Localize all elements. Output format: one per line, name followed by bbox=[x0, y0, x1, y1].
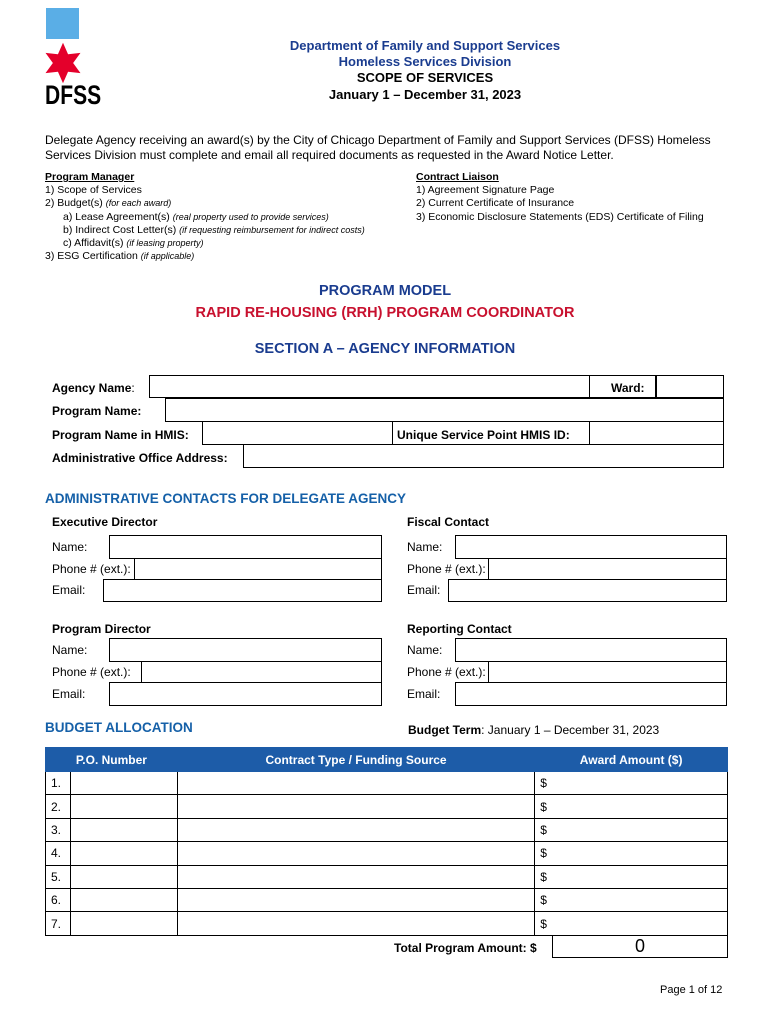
row-number: 7. bbox=[46, 912, 71, 935]
contacts-title: ADMINISTRATIVE CONTACTS FOR DELEGATE AGENCY bbox=[45, 491, 406, 506]
cl-item-2: 2) Current Certificate of Insurance bbox=[416, 197, 575, 210]
contract-liaison-heading: Contract Liaison bbox=[416, 171, 499, 183]
program-model-subtitle: RAPID RE-HOUSING (RRH) PROGRAM COORDINATOR bbox=[195, 305, 575, 321]
row-number: 1. bbox=[46, 772, 71, 795]
contract-type-cell[interactable] bbox=[177, 912, 534, 935]
rc-email-label: Email: bbox=[407, 687, 441, 701]
rc-email-field[interactable] bbox=[455, 682, 727, 706]
pm-item-2a: a) Lease Agreement(s) (real property used to provide services) bbox=[63, 210, 329, 223]
po-number-cell[interactable] bbox=[70, 842, 177, 865]
table-row bbox=[46, 888, 728, 911]
award-amount-header: Award Amount ($) bbox=[535, 748, 728, 772]
fc-name-label: Name: bbox=[407, 540, 443, 554]
pd-email-label: Email: bbox=[52, 687, 86, 701]
office-address-field[interactable] bbox=[243, 444, 724, 468]
row-number: 6. bbox=[46, 888, 71, 911]
award-amount-cell[interactable]: $ bbox=[535, 772, 728, 795]
fiscal-contact-heading: Fiscal Contact bbox=[407, 515, 490, 529]
page-number: Page 1 of 12 bbox=[660, 984, 723, 996]
program-name-field[interactable] bbox=[165, 398, 724, 422]
ed-name-field[interactable] bbox=[109, 535, 382, 559]
table-row bbox=[46, 865, 728, 888]
row-number: 4. bbox=[46, 842, 71, 865]
award-amount-cell[interactable]: $ bbox=[535, 818, 728, 841]
po-number-cell[interactable] bbox=[70, 865, 177, 888]
pm-item-2: 2) Budget(s) (for each award) bbox=[45, 197, 172, 210]
office-address-label: Administrative Office Address: bbox=[52, 451, 228, 465]
reporting-contact-heading: Reporting Contact bbox=[407, 622, 512, 636]
rc-phone-field[interactable] bbox=[488, 661, 727, 683]
table-row bbox=[46, 795, 728, 818]
po-number-cell[interactable] bbox=[70, 818, 177, 841]
budget-term: Budget Term: January 1 – December 31, 2023 bbox=[408, 723, 660, 737]
program-name-label: Program Name: bbox=[52, 404, 142, 418]
program-manager-list bbox=[45, 171, 415, 263]
logo-text: DFSS bbox=[45, 80, 102, 110]
award-amount-cell[interactable]: $ bbox=[535, 842, 728, 865]
total-program-amount-field[interactable]: 0 bbox=[552, 935, 728, 958]
ed-email-label: Email: bbox=[52, 583, 86, 597]
ed-phone-field[interactable] bbox=[134, 558, 382, 580]
executive-director-heading: Executive Director bbox=[52, 515, 158, 529]
pm-item-3: 3) ESG Certification (if applicable) bbox=[45, 250, 195, 263]
pm-item-1: 1) Scope of Services bbox=[45, 184, 142, 197]
rc-name-field[interactable] bbox=[455, 638, 727, 662]
contract-liaison-list bbox=[416, 171, 736, 224]
logo-square bbox=[46, 8, 79, 39]
rc-phone-label: Phone # (ext.): bbox=[407, 665, 486, 679]
po-number-header: P.O. Number bbox=[46, 748, 178, 772]
program-director-heading: Program Director bbox=[52, 622, 151, 636]
header-division: Homeless Services Division bbox=[338, 54, 512, 69]
rc-name-label: Name: bbox=[407, 643, 443, 657]
award-amount-cell[interactable]: $ bbox=[535, 795, 728, 818]
contract-type-header: Contract Type / Funding Source bbox=[177, 748, 534, 772]
contract-type-cell[interactable] bbox=[177, 888, 534, 911]
header-department: Department of Family and Support Services bbox=[289, 38, 561, 53]
pd-phone-field[interactable] bbox=[141, 661, 382, 683]
program-name-hmis-label: Program Name in HMIS: bbox=[52, 428, 189, 442]
fc-phone-label: Phone # (ext.): bbox=[407, 562, 486, 576]
po-number-cell[interactable] bbox=[70, 795, 177, 818]
pm-item-2c: c) Affidavit(s) (if leasing property) bbox=[63, 237, 204, 250]
ed-name-label: Name: bbox=[52, 540, 88, 554]
contract-type-cell[interactable] bbox=[177, 842, 534, 865]
pd-name-field[interactable] bbox=[109, 638, 382, 662]
contract-type-cell[interactable] bbox=[177, 818, 534, 841]
row-number: 2. bbox=[46, 795, 71, 818]
program-name-hmis-field[interactable] bbox=[202, 421, 393, 445]
cl-item-1: 1) Agreement Signature Page bbox=[416, 184, 555, 197]
pm-item-2b: b) Indirect Cost Letter(s) (if requesting reimbursement for indirect costs) bbox=[63, 223, 365, 236]
agency-name-label: Agency Name: bbox=[52, 381, 135, 395]
po-number-cell[interactable] bbox=[70, 772, 177, 795]
table-row bbox=[46, 842, 728, 865]
budget-title: BUDGET ALLOCATION bbox=[45, 720, 193, 735]
ward-field[interactable] bbox=[656, 375, 724, 398]
pd-email-field[interactable] bbox=[109, 682, 382, 706]
header-scope: SCOPE OF SERVICES bbox=[356, 70, 494, 85]
award-amount-cell[interactable]: $ bbox=[535, 888, 728, 911]
ward-label: Ward: bbox=[611, 381, 645, 395]
fc-phone-field[interactable] bbox=[488, 558, 727, 580]
hmis-id-label: Unique Service Point HMIS ID: bbox=[397, 428, 570, 442]
cl-item-3: 3) Economic Disclosure Statements (EDS) Certificate of Filing bbox=[416, 210, 704, 223]
agency-name-field[interactable] bbox=[149, 375, 590, 398]
table-row bbox=[46, 818, 728, 841]
row-number: 3. bbox=[46, 818, 71, 841]
award-amount-cell[interactable]: $ bbox=[535, 865, 728, 888]
award-amount-cell[interactable]: $ bbox=[535, 912, 728, 935]
header-dates: January 1 – December 31, 2023 bbox=[328, 87, 522, 102]
intro-text: Delegate Agency receiving an award(s) by the City of Chicago Department of Family and Support Services (DFSS) Homeless Services Division must complete and email all required documents as requested in the Award Notice Letter. bbox=[45, 133, 711, 162]
ed-email-field[interactable] bbox=[103, 579, 382, 602]
fc-email-field[interactable] bbox=[448, 579, 727, 602]
budget-header-row bbox=[46, 748, 728, 772]
section-a-title: SECTION A – AGENCY INFORMATION bbox=[254, 341, 516, 357]
row-number: 5. bbox=[46, 865, 71, 888]
po-number-cell[interactable] bbox=[70, 912, 177, 935]
ed-phone-label: Phone # (ext.): bbox=[52, 562, 131, 576]
po-number-cell[interactable] bbox=[70, 888, 177, 911]
hmis-id-field[interactable] bbox=[589, 421, 724, 445]
program-model-title: PROGRAM MODEL bbox=[318, 283, 452, 299]
pd-phone-label: Phone # (ext.): bbox=[52, 665, 131, 679]
pd-name-label: Name: bbox=[52, 643, 88, 657]
table-row bbox=[46, 912, 728, 935]
contract-type-cell[interactable] bbox=[177, 795, 534, 818]
total-program-amount-label: Total Program Amount: $ bbox=[394, 941, 537, 955]
table-row bbox=[46, 772, 728, 795]
budget-table bbox=[45, 747, 728, 936]
fc-name-field[interactable] bbox=[455, 535, 727, 559]
program-manager-heading: Program Manager bbox=[45, 171, 135, 183]
fc-email-label: Email: bbox=[407, 583, 441, 597]
contract-type-cell[interactable] bbox=[177, 772, 534, 795]
contract-type-cell[interactable] bbox=[177, 865, 534, 888]
